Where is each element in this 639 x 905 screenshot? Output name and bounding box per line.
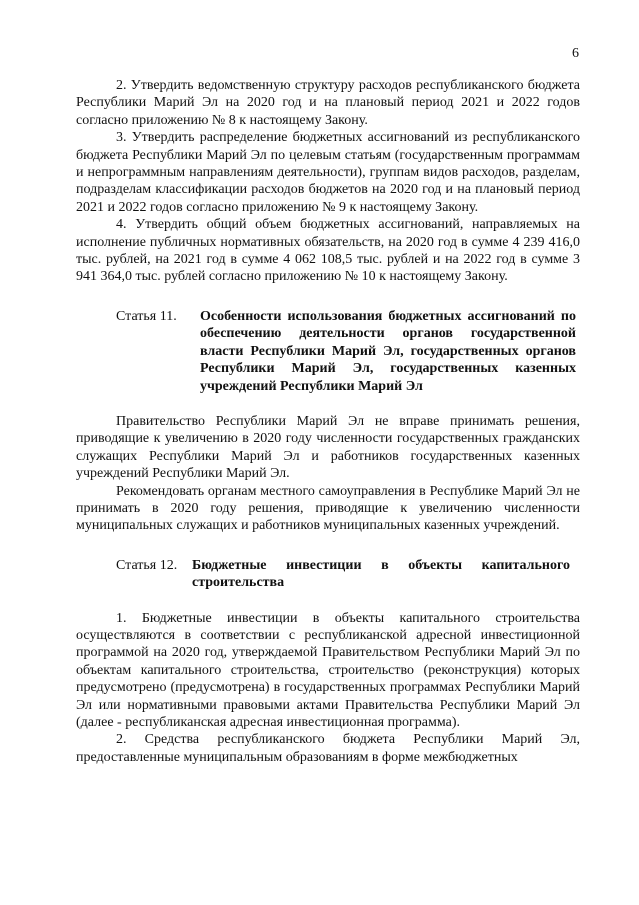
paragraph-item-3: 3. Утвердить распределение бюджетных ассигнований из республиканского бюджета Республики Марий Эл по целевым статьям (государственным программам и непрограммным направлениям деятельности), группам видов расходов, разделам, подразделам классификации расходов бюджетов на 2020 год и на плановый период 2021 и 2022 годов согласно приложению № 9 к настоящему Закону. <box>76 130 580 215</box>
paragraph-item-4: 4. Утвердить общий объем бюджетных ассигнований, направляемых на исполнение публичных нормативных обязательств, на 2020 год в сумме 4 239 416,0 тыс. рублей, на 2021 год в сумме 4 062 108,5 тыс. рублей и на 2022 год в сумме 3 941 364,0 тыс. рублей согласно приложению № 10 к настоящему Закону. <box>76 217 580 285</box>
page-number: 6 <box>572 46 579 61</box>
article-12-heading <box>76 557 580 592</box>
document-body <box>76 77 580 766</box>
article-12-title: Бюджетные инвестиции в объекты капитального строительства <box>192 557 570 591</box>
article-12-paragraph-1: 1. Бюджетные инвестиции в объекты капитального строительства осуществляются в соответствии с республиканской адресной инвестиционной программой на 2020 год, утверждаемой Правительством Республики Марий Эл по объектам капитального строительства, строительство (реконструкция) которых предусмотрено (предусмотрена) в государственных программах Республики Марий Эл или нормативными правовыми актами Правительства Республики Марий Эл (далее - республиканская адресная инвестиционная программа). <box>76 610 580 730</box>
article-11-paragraph-1: Правительство Республики Марий Эл не вправе принимать решения, приводящие к увеличению в 2020 году численности государственных гражданских служащих Республики Марий Эл и работников государственных казенных учреждений Республики Марий Эл. <box>76 413 580 482</box>
paragraph-item-2: 2. Утвердить ведомственную структуру расходов республиканского бюджета Республики Марий Эл на 2020 год и на плановый период 2021 и 2022 годов согласно приложению № 8 к настоящему Закону. <box>76 78 580 128</box>
article-11-paragraph-2: Рекомендовать органам местного самоуправления в Республике Марий Эл не принимать в 2020 году решения, приводящие к увеличению численности муниципальных служащих и работников муниципальных казенных учреждений. <box>76 483 580 534</box>
article-12-label: Статья 12. <box>116 557 178 573</box>
article-11-title: Особенности использования бюджетных ассигнований по обеспечению деятельности органов государственной власти Республики Марий Эл, государственных органов Республики Марий Эл, государственных казенных учреждений Республики Марий Эл <box>200 308 576 394</box>
article-12-paragraph-2: 2. Средства республиканского бюджета Республики Марий Эл, предоставленные муниципальным образованиям в форме межбюджетных <box>76 732 580 765</box>
article-11-heading <box>76 308 580 395</box>
article-11-label: Статья 11. <box>116 308 177 324</box>
